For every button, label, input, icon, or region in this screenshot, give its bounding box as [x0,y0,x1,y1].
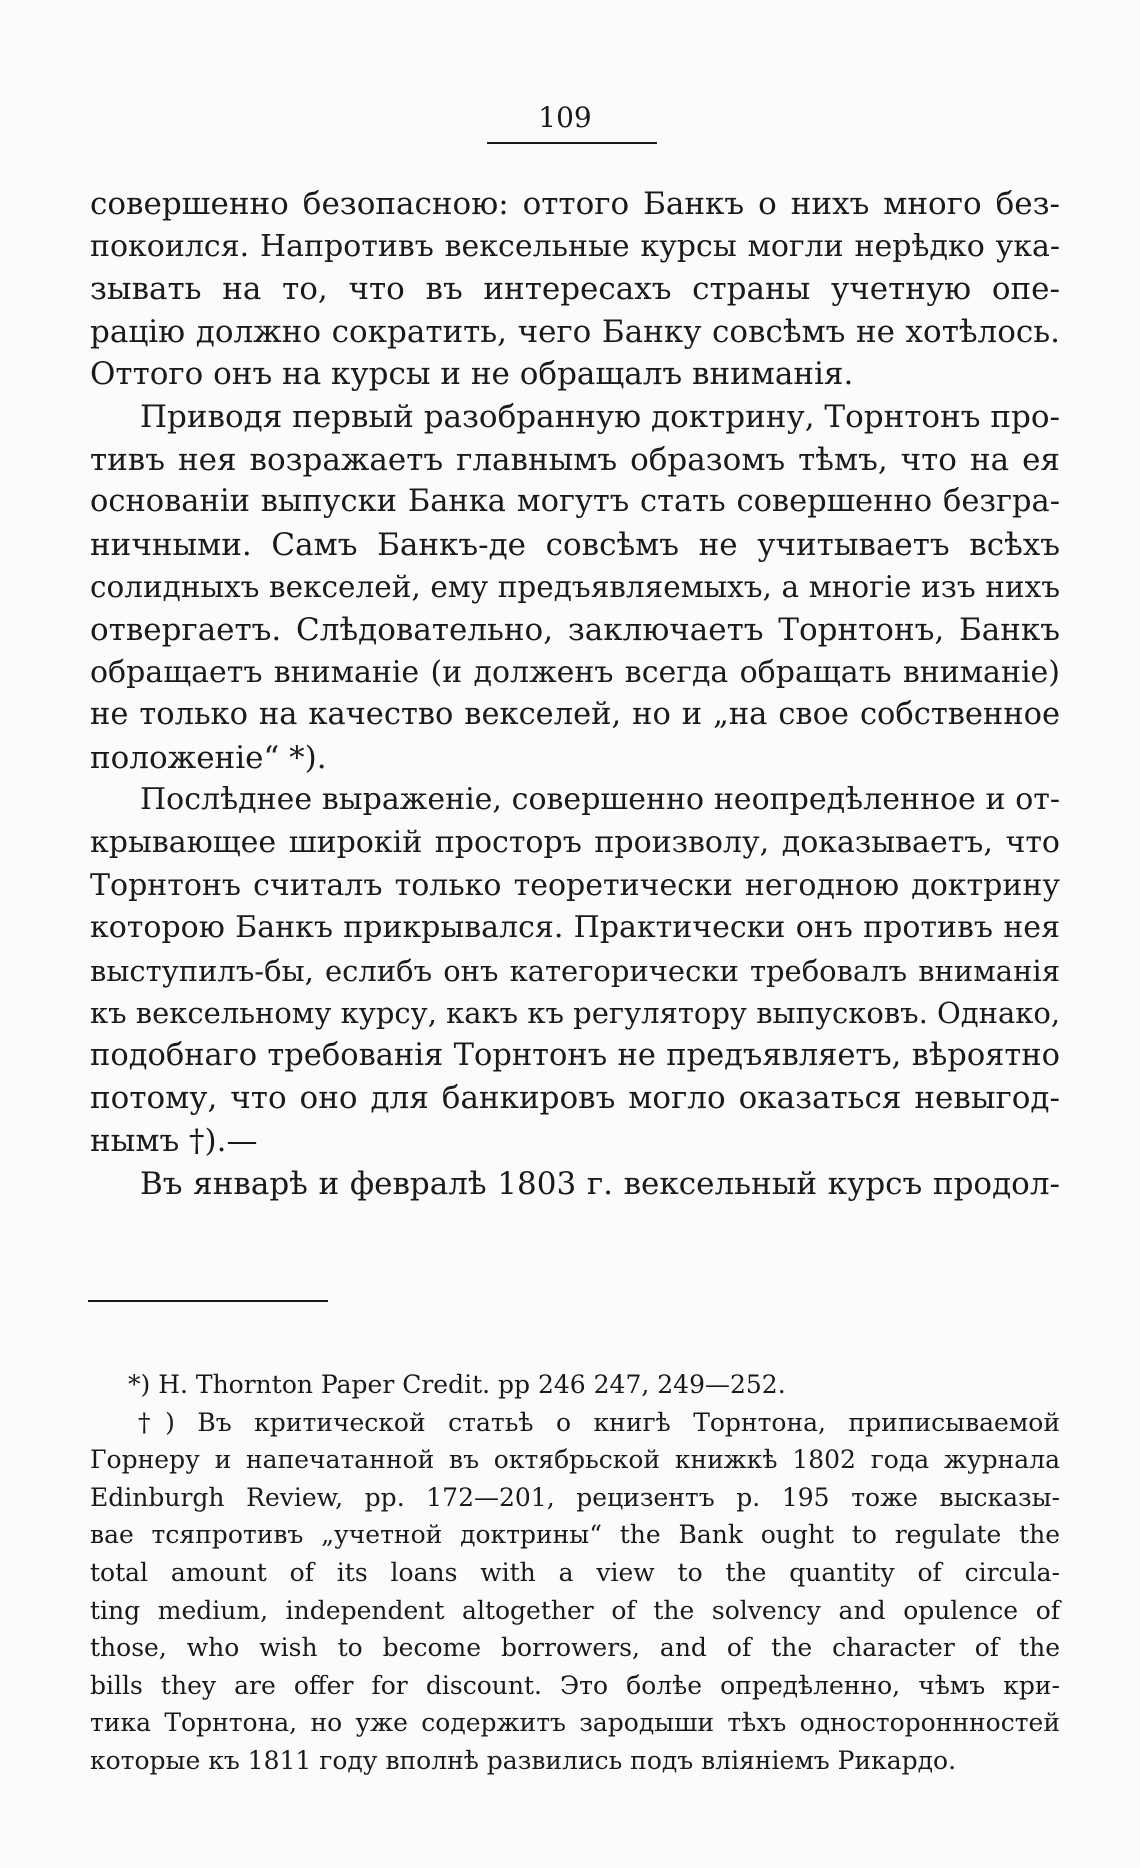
body-line: тивъ нея возражаетъ главнымъ образомъ тѣмъ, что на ея [90,441,1060,478]
footnote-line: Edinburgh Review, pp. 172—201, рецизентъ р. 195 тоже высказы- [90,1482,1060,1512]
body-line: къ вексельному курсу, какъ къ регулятору выпусковъ. Однако, [90,996,1061,1031]
footnote-line: total amount of its loans with a view to the quantity of circula- [90,1557,1060,1587]
body-line: зывать на то, что въ интересахъ страны учетную опе- [90,271,1060,308]
footnote-line: Горнеру и напечатанной въ октябрьской книжкѣ 1802 года журнала [90,1445,1060,1475]
footnotes [90,1366,1060,1780]
footnote-line: †) Въ критической статьѣ о книгѣ Торнтона, приписываемой [138,1407,1060,1437]
body-line: обращаетъ вниманіе (и долженъ всегда обращать вниманіе) [90,654,1060,690]
footnote-line: ting medium, independent altogether of the solvency and opulence of [90,1595,1060,1625]
body-line: Приводя первый разобранную доктрину, Торнтонъ про- [140,398,1060,435]
body-line: основаніи выпуски Банка могутъ стать совершенно безгра- [90,484,1060,520]
body-line: рацію должно сократить, чего Банку совсѣмъ не хотѣлось. [90,313,1060,350]
footnote-line: которые къ 1811 году вполнѣ развились подъ вліяніемъ Рикардо. [90,1745,957,1775]
body-line: отвергаетъ. Слѣдовательно, заключаетъ Торнтонъ, Банкъ [90,611,1060,648]
footnote-line: those, who wish to become borrowers, and of the character of the [90,1633,1060,1663]
footnote-line: тика Торнтона, но уже содержитъ зародыши тѣхъ одностороннностей [90,1708,1060,1738]
body-line: покоился. Напротивъ вексельные курсы могли нерѣдко ука- [90,228,1060,264]
body-line: подобнаго требованія Торнтонъ не предъявляетъ, вѣроятно [90,1037,1060,1073]
body-line: не только на качество векселей, но и „на свое собственное [90,697,1060,733]
footnote-line: вае тсяпротивъ „учетной доктрины“ the Bank ought to regulate the [90,1520,1060,1550]
footnote-line: *) H. Thornton Paper Credit. pp 246 247, 249—252. [128,1370,786,1399]
body-line: Оттого онъ на курсы и не обращалъ вниманія. [90,356,854,393]
body-line: которою Банкъ прикрывался. Практически онъ противъ нея [90,910,1060,946]
footnote-rule [88,1300,328,1302]
body-line: Послѣднее выраженіе, совершенно неопредѣленное и от- [140,782,1060,818]
footnote-line: bills they are offer for discount. Это болѣе опредѣленно, чѣмъ кри- [90,1670,1060,1700]
page-number: 109 [538,101,592,134]
body-line: совершенно безопасною: оттого Банкъ о нихъ много без- [90,186,1060,222]
body-line: солидныхъ векселей, ему предъявляемыхъ, а многіе изъ нихъ [90,570,1060,605]
body-line: Торнтонъ считалъ только теоретически негодною доктрину [90,867,1060,903]
body-line: Въ январѣ и февралѣ 1803 г. вексельный курсъ продол- [140,1165,1060,1202]
body-text [90,183,1060,1205]
body-line: ничными. Самъ Банкъ-де совсѣмъ не учитываетъ всѣхъ [90,526,1060,563]
body-line: положеніе“ *). [90,739,327,776]
body-line: крывающее широкій просторъ произволу, доказываетъ, что [90,824,1060,860]
body-line: нымъ †).— [90,1123,258,1160]
body-line: выступилъ-бы, еслибъ онъ категорически требовалъ вниманія [90,953,1060,988]
body-line: потому, что оно для банкировъ могло оказаться невыгод- [90,1080,1060,1117]
page-number-rule [487,142,657,144]
